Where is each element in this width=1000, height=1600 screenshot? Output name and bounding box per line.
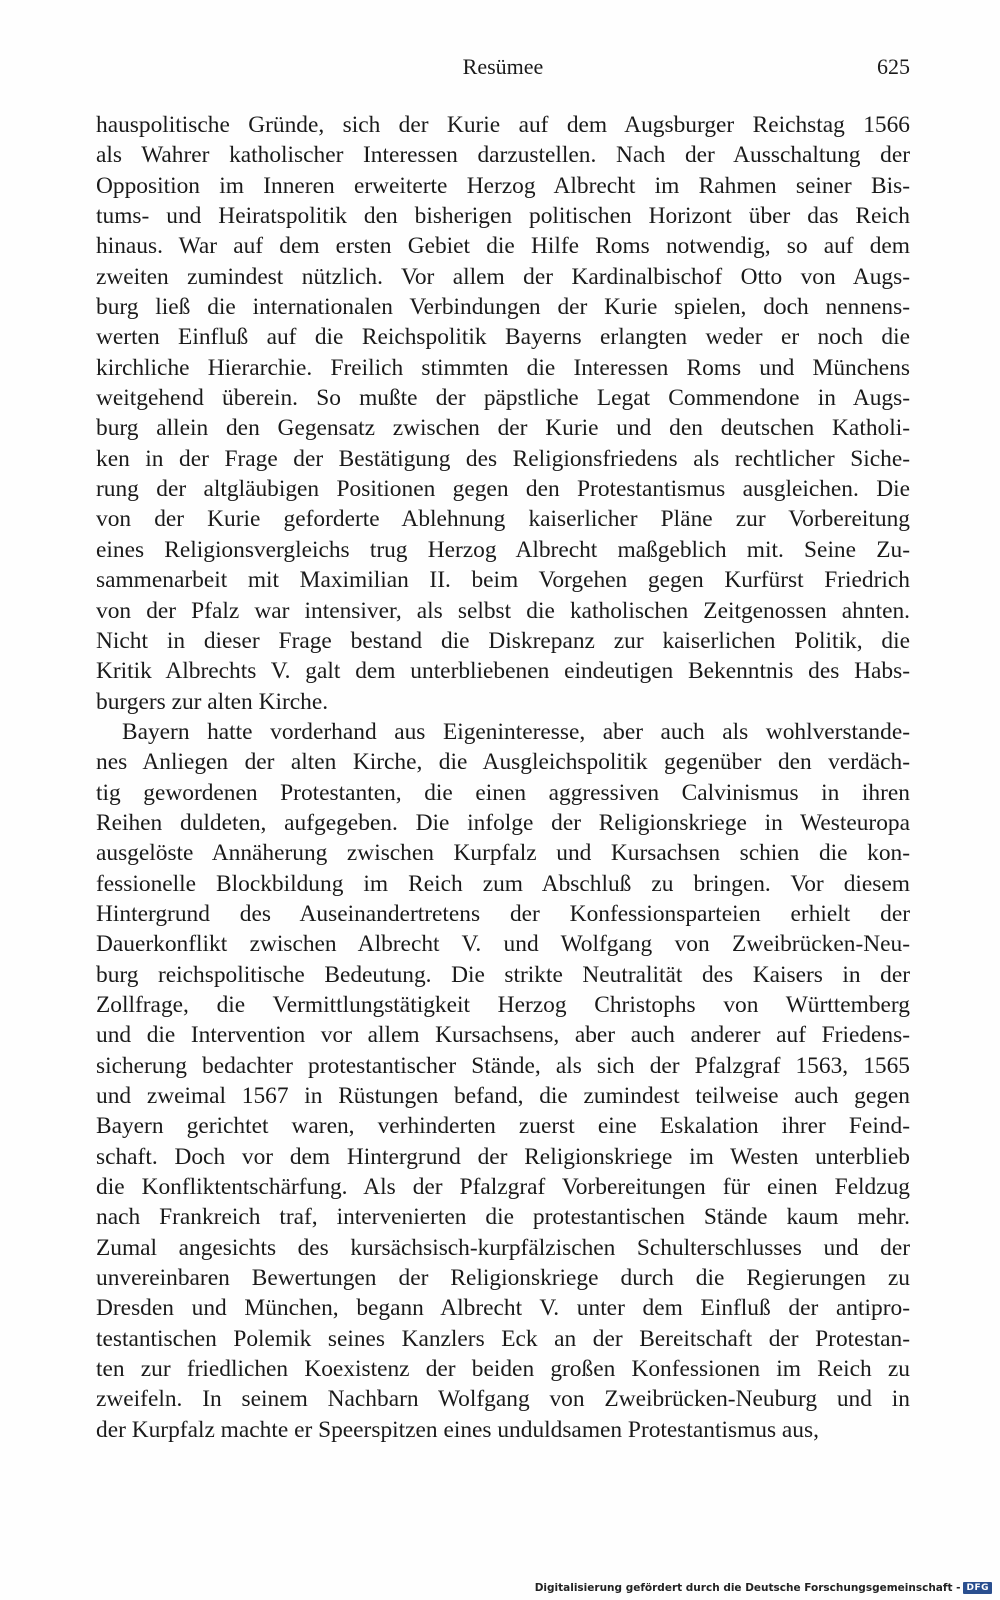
text-line: hinaus. War auf dem ersten Gebiet die Hilfe Roms notwendig, so auf dem	[96, 233, 910, 260]
page-number: 625	[877, 54, 910, 79]
paragraph-1	[96, 110, 910, 717]
footer-text: Digitalisierung gefördert durch die Deutsche Forschungsgemeinschaft -	[534, 1582, 961, 1594]
dfg-logo: DFG	[963, 1582, 992, 1594]
text-line: werten Einfluß auf die Reichspolitik Bayerns erlangten weder er noch die	[96, 324, 910, 351]
running-title: Resümee	[462, 54, 544, 79]
text-line: hauspolitische Gründe, sich der Kurie auf dem Augsburger Reichstag 1566	[96, 112, 910, 138]
text-line: und die Intervention vor allem Kursachsens, aber auch anderer auf Friedens-	[96, 1022, 910, 1049]
text-line: schaft. Doch vor dem Hintergrund der Religionskriege im Westen unterblieb	[96, 1143, 910, 1170]
text-line: Zollfrage, die Vermittlungstätigkeit Herzog Christophs von Württemberg	[96, 991, 910, 1018]
text-line: von der Kurie geforderte Ablehnung kaiserlicher Pläne zur Vorbereitung	[96, 506, 910, 533]
text-line: die Konfliktentschärfung. Als der Pfalzgraf Vorbereitungen für einen Feldzug	[96, 1174, 910, 1201]
text-line: Opposition im Inneren erweiterte Herzog Albrecht im Rahmen seiner Bis-	[96, 172, 910, 199]
text-line: sicherung bedachter protestantischer Stände, als sich der Pfalzgraf 1563, 1565	[96, 1052, 910, 1079]
running-header	[96, 54, 910, 84]
text-line: nach Frankreich traf, intervenierten die protestantischen Stände kaum mehr.	[96, 1204, 910, 1231]
text-line: Kritik Albrechts V. galt dem unterbliebenen eindeutigen Bekenntnis des Habs-	[96, 658, 910, 685]
text-line: unvereinbaren Bewertungen der Religionskriege durch die Regierungen zu	[96, 1265, 910, 1292]
text-line: als Wahrer katholischer Interessen darzustellen. Nach der Ausschaltung der	[96, 142, 910, 169]
text-line: nes Anliegen der alten Kirche, die Ausgleichspolitik gegenüber den verdäch-	[96, 749, 910, 776]
body-text	[96, 110, 910, 1445]
text-line: tig gewordenen Protestanten, die einen aggressiven Calvinismus in ihren	[96, 779, 910, 806]
text-line: ten zur friedlichen Koexistenz der beiden großen Konfessionen im Reich zu	[96, 1356, 910, 1383]
text-line: Nicht in dieser Frage bestand die Diskrepanz zur kaiserlichen Politik, die	[96, 627, 910, 654]
text-line: burgers zur alten Kirche.	[96, 688, 329, 715]
text-line: burg ließ die internationalen Verbindungen der Kurie spielen, doch nennens-	[96, 294, 910, 321]
text-line: kirchliche Hierarchie. Freilich stimmten die Interessen Roms und Münchens	[96, 354, 910, 381]
text-line: Bayern hatte vorderhand aus Eigeninteresse, aber auch als wohlverstande-	[122, 718, 910, 745]
text-line: eines Religionsvergleichs trug Herzog Albrecht maßgeblich mit. Seine Zu-	[96, 536, 910, 563]
text-line: rung der altgläubigen Positionen gegen den Protestantismus ausgleichen. Die	[96, 476, 910, 503]
text-line: Dresden und München, begann Albrecht V. unter dem Einfluß der antipro-	[96, 1295, 910, 1322]
text-line: Reihen duldeten, aufgegeben. Die infolge der Religionskriege in Westeuropa	[96, 809, 910, 836]
paragraph-2	[96, 717, 910, 1445]
text-line: zweiten zumindest nützlich. Vor allem der Kardinalbischof Otto von Augs-	[96, 263, 910, 290]
text-line: testantischen Polemik seines Kanzlers Eck an der Bereitschaft der Protestan-	[96, 1325, 910, 1352]
text-line: Bayern gerichtet waren, verhinderten zuerst eine Eskalation ihrer Feind-	[96, 1113, 910, 1140]
text-line: weitgehend überein. So mußte der päpstliche Legat Commendone in Augs-	[96, 385, 910, 412]
text-line: ken in der Frage der Bestätigung des Religionsfriedens als rechtlicher Siche-	[96, 445, 910, 472]
text-line: Hintergrund des Auseinandertretens der Konfessionsparteien erhielt der	[96, 900, 910, 927]
text-line: tums- und Heiratspolitik den bisherigen politischen Horizont über das Reich	[96, 203, 910, 230]
text-line: sammenarbeit mit Maximilian II. beim Vorgehen gegen Kurfürst Friedrich	[96, 567, 910, 594]
text-line: ausgelöste Annäherung zwischen Kurpfalz und Kursachsen schien die kon-	[96, 840, 910, 867]
text-line: burg allein den Gegensatz zwischen der Kurie und den deutschen Katholi-	[96, 415, 910, 442]
digitization-footer	[535, 1582, 992, 1594]
text-line: zweifeln. In seinem Nachbarn Wolfgang von Zweibrücken-Neuburg und in	[96, 1386, 910, 1413]
text-line: fessionelle Blockbildung im Reich zum Abschluß zu bringen. Vor diesem	[96, 870, 910, 897]
text-line: Zumal angesichts des kursächsisch-kurpfälzischen Schulterschlusses und der	[96, 1234, 910, 1261]
text-line: Dauerkonflikt zwischen Albrecht V. und Wolfgang von Zweibrücken-Neu-	[96, 931, 910, 958]
text-line: der Kurpfalz machte er Speerspitzen eines unduldsamen Protestantismus aus,	[96, 1416, 819, 1443]
text-line: von der Pfalz war intensiver, als selbst die katholischen Zeitgenossen ahnten.	[96, 597, 910, 624]
text-line: burg reichspolitische Bedeutung. Die strikte Neutralität des Kaisers in der	[96, 961, 910, 988]
text-line: und zweimal 1567 in Rüstungen befand, die zumindest teilweise auch gegen	[96, 1083, 910, 1109]
